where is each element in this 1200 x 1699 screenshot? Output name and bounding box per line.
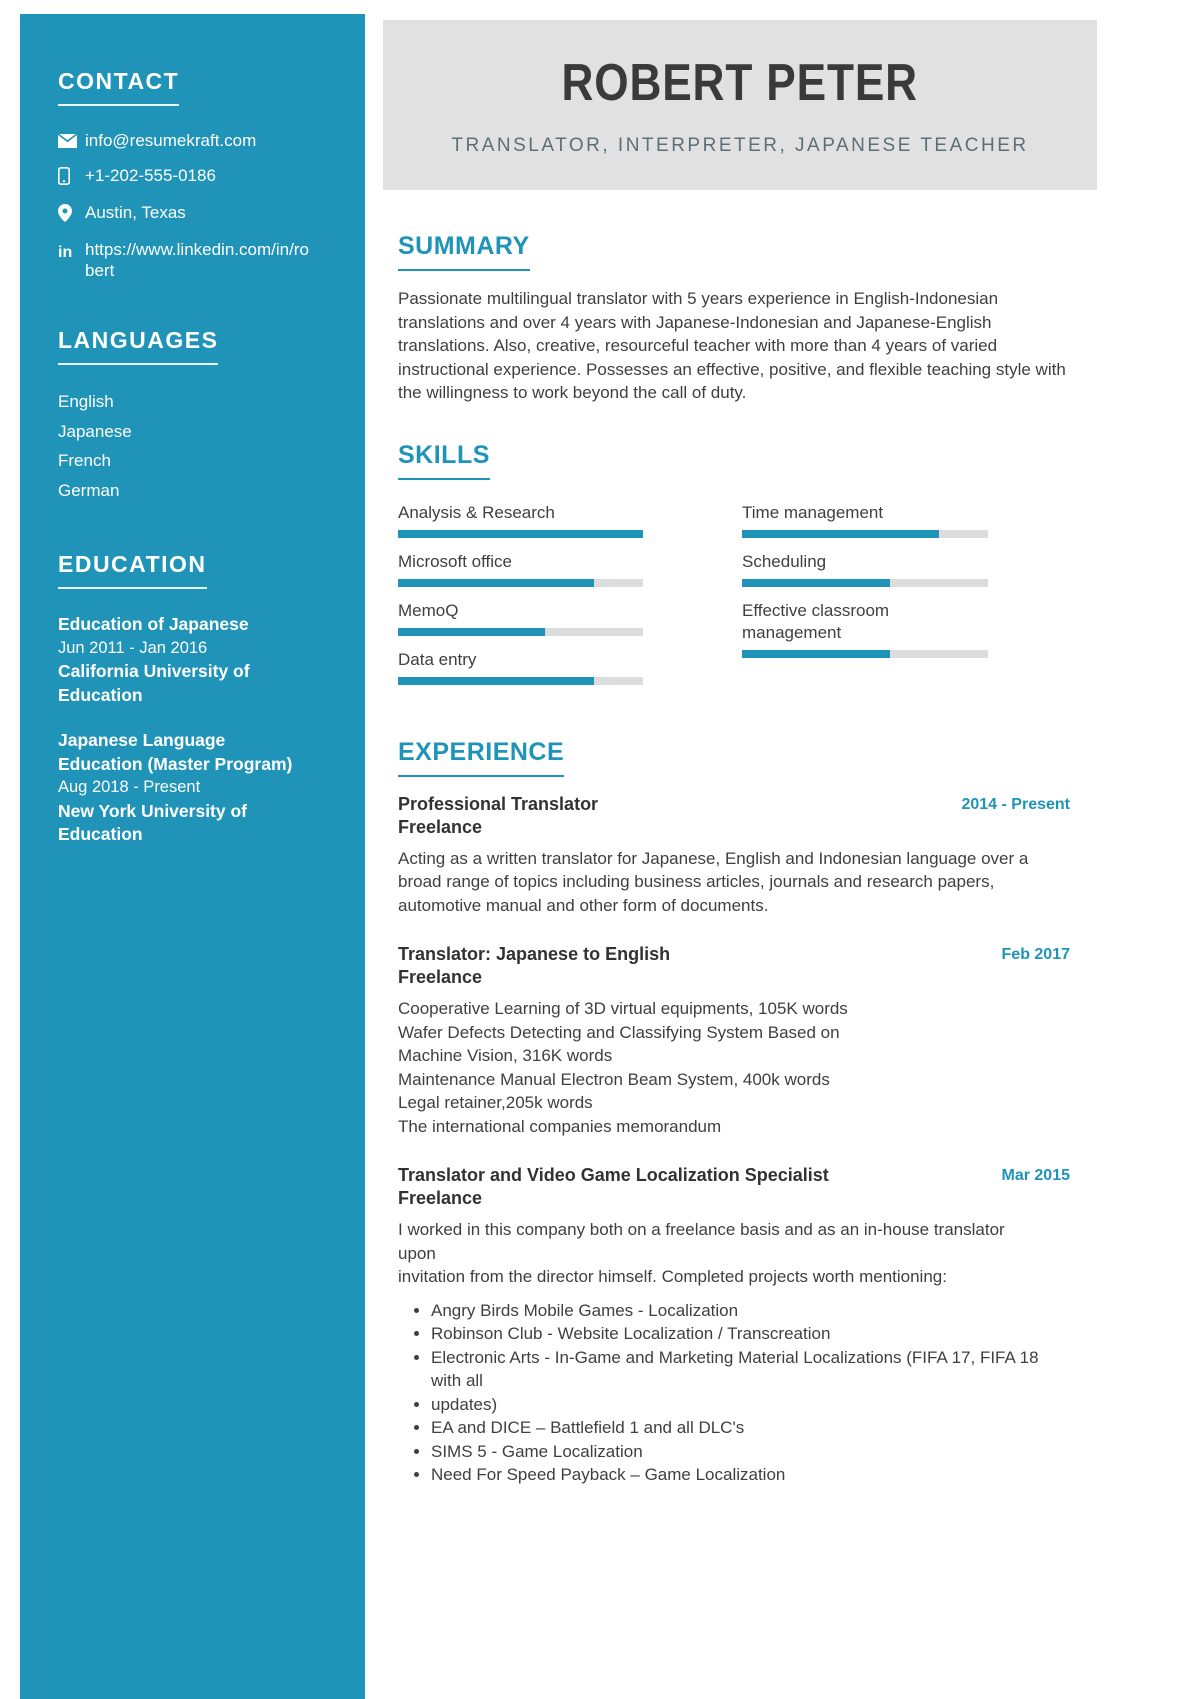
job-body (398, 1218, 1070, 1487)
language-item: German (58, 480, 120, 500)
contact-item-phone (58, 165, 339, 190)
job-company: Freelance (398, 967, 483, 987)
job-description-line: Maintenance Manual Electron Beam System, 400k words (398, 1069, 830, 1089)
job-company: Freelance (398, 816, 483, 837)
job-bullet: • SIMS 5 - Game Localization (431, 1440, 1070, 1464)
job-bullet: • Robinson Club - Website Localization / Transcreation (431, 1322, 1070, 1346)
job-entry (398, 1164, 1070, 1487)
skill-item (398, 551, 643, 587)
phone-icon (58, 165, 85, 190)
education-list (58, 613, 302, 847)
contact-item-email (58, 130, 339, 153)
contact-email-text[interactable]: info@resumekraft.com (85, 131, 257, 150)
contact-phone-text[interactable]: +1-202-555-0186 (85, 166, 216, 185)
job-body (398, 997, 1070, 1138)
email-icon (58, 130, 85, 153)
skill-bar-fill (398, 530, 643, 538)
job-description-line: Acting as a written translator for Japanese, English and Indonesian language over a broad range of topics including business articles, journals and research papers, automotive manual and other form of documents. (398, 848, 1029, 915)
job-date: Feb 2017 (1001, 946, 1070, 963)
skill-item (398, 649, 643, 685)
job-company: Freelance (398, 1188, 483, 1208)
skill-bar-fill (398, 628, 545, 636)
skill-label: Microsoft office (398, 551, 513, 571)
job-bullet: • Electronic Arts - In-Game and Marketing Material Localizations (FIFA 17, FIFA 18 with all (431, 1346, 1070, 1393)
contact-item-linkedin (58, 239, 339, 281)
education-entry (58, 613, 302, 707)
main-column (398, 190, 1070, 1487)
job-list (398, 793, 1070, 1487)
job-bullet-list (398, 1299, 1070, 1487)
job-description-line: I worked in this company both on a freelance basis and as an in-house translator (398, 1220, 1005, 1239)
contact-heading: CONTACT (58, 68, 179, 106)
job-date: Mar 2015 (1001, 1167, 1070, 1184)
skill-bar-fill (742, 579, 890, 587)
job-description-line: Machine Vision, 316K words (398, 1046, 613, 1065)
language-item: English (58, 392, 114, 411)
contact-section (58, 68, 339, 281)
education-degree: Education of Japanese (58, 614, 249, 634)
job-titles (398, 943, 670, 989)
job-bullet: • updates) (431, 1393, 1070, 1417)
job-title: Translator: Japanese to English (398, 944, 671, 964)
job-bullet: • Need For Speed Payback – Game Localization (431, 1463, 1070, 1487)
education-degree: Japanese Language Education (Master Program) (58, 730, 293, 774)
skill-bar-track (398, 530, 643, 538)
education-section (58, 551, 339, 847)
skill-bar-fill (398, 677, 594, 685)
job-head (398, 943, 1070, 989)
education-school: California University of Education (58, 661, 250, 705)
skill-label: Time management (742, 502, 884, 522)
skill-item (742, 551, 988, 587)
skill-bar-track (398, 677, 643, 685)
job-titles (398, 793, 598, 839)
languages-heading: LANGUAGES (58, 327, 218, 365)
job-body (398, 847, 1070, 918)
skill-label: Scheduling (742, 551, 827, 571)
skill-item (742, 502, 988, 538)
education-school: New York University of Education (58, 800, 247, 844)
job-title: Professional Translator (398, 793, 599, 814)
skills-grid (398, 502, 1070, 698)
job-bullet: • EA and DICE – Battlefield 1 and all DLC's (431, 1416, 1070, 1440)
languages-section (58, 327, 339, 505)
skills-column-right (742, 502, 988, 698)
job-entry (398, 943, 1070, 1138)
language-item: French (58, 451, 111, 470)
education-heading: EDUCATION (58, 551, 207, 589)
skill-bar-track (742, 530, 988, 538)
skill-bar-track (398, 628, 643, 636)
job-entry (398, 793, 1070, 918)
skill-label: Analysis & Research (398, 502, 555, 522)
contact-item-location (58, 202, 339, 227)
skill-bar-fill (742, 530, 939, 538)
job-bullet: • Angry Birds Mobile Games - Localization (431, 1299, 1070, 1323)
candidate-title: TRANSLATOR, INTERPRETER, JAPANESE TEACHER (451, 135, 1029, 156)
job-titles (398, 1164, 829, 1210)
skills-heading: SKILLS (398, 441, 490, 480)
job-head (398, 793, 1070, 839)
skill-bar-fill (398, 579, 594, 587)
skill-item (742, 600, 988, 658)
skill-label: Effective classroom management (742, 600, 890, 642)
languages-list (58, 387, 339, 505)
skill-bar-track (398, 579, 643, 587)
skill-label: Data entry (398, 649, 477, 669)
job-description-line: Wafer Defects Detecting and Classifying System Based on (398, 1022, 840, 1042)
contact-location-text: Austin, Texas (85, 203, 186, 222)
summary-section (398, 232, 1070, 405)
skill-bar-track (742, 579, 988, 587)
skill-bar-track (742, 650, 988, 658)
education-dates: Jun 2011 - Jan 2016 (58, 638, 208, 657)
summary-text: Passionate multilingual translator with 5 years experience in English-Indonesian translations and over 4 years with Japanese-Indonesian and Japanese-English translations. Also, creative, resourceful teacher with more than 4 years of varied instructional experience. Possesses an effective, positive, and flexible teaching style with the willingness to work beyond the call of duty. (398, 289, 1066, 402)
skill-item (398, 502, 643, 538)
linkedin-icon: in (58, 244, 73, 261)
job-description-line: invitation from the director himself. Completed projects worth mentioning: (398, 1267, 947, 1286)
job-description-line: upon (398, 1243, 436, 1263)
candidate-name: ROBERT PETER (561, 54, 919, 112)
skills-column-left (398, 502, 643, 698)
job-head (398, 1164, 1070, 1210)
education-entry (58, 729, 302, 847)
sidebar (20, 14, 365, 1699)
job-description-line: Legal retainer,205k words (398, 1093, 593, 1112)
job-title: Translator and Video Game Localization Specialist (398, 1165, 829, 1185)
education-dates: Aug 2018 - Present (58, 778, 201, 796)
contact-list (58, 130, 339, 281)
skills-section (398, 441, 1070, 698)
language-item: Japanese (58, 421, 132, 441)
experience-section (398, 738, 1070, 1487)
skill-label: MemoQ (398, 600, 459, 620)
summary-heading: SUMMARY (398, 232, 530, 271)
job-description-line: The international companies memorandum (398, 1116, 722, 1136)
experience-heading: EXPERIENCE (398, 738, 564, 777)
contact-linkedin-text[interactable]: https://www.linkedin.com/in/robert (85, 240, 309, 280)
skill-item (398, 600, 643, 636)
header-band (383, 20, 1097, 190)
skill-bar-fill (742, 650, 890, 658)
job-description-line: Cooperative Learning of 3D virtual equipments, 105K words (398, 999, 848, 1018)
job-date: 2014 - Present (961, 795, 1070, 813)
location-icon (58, 202, 85, 227)
